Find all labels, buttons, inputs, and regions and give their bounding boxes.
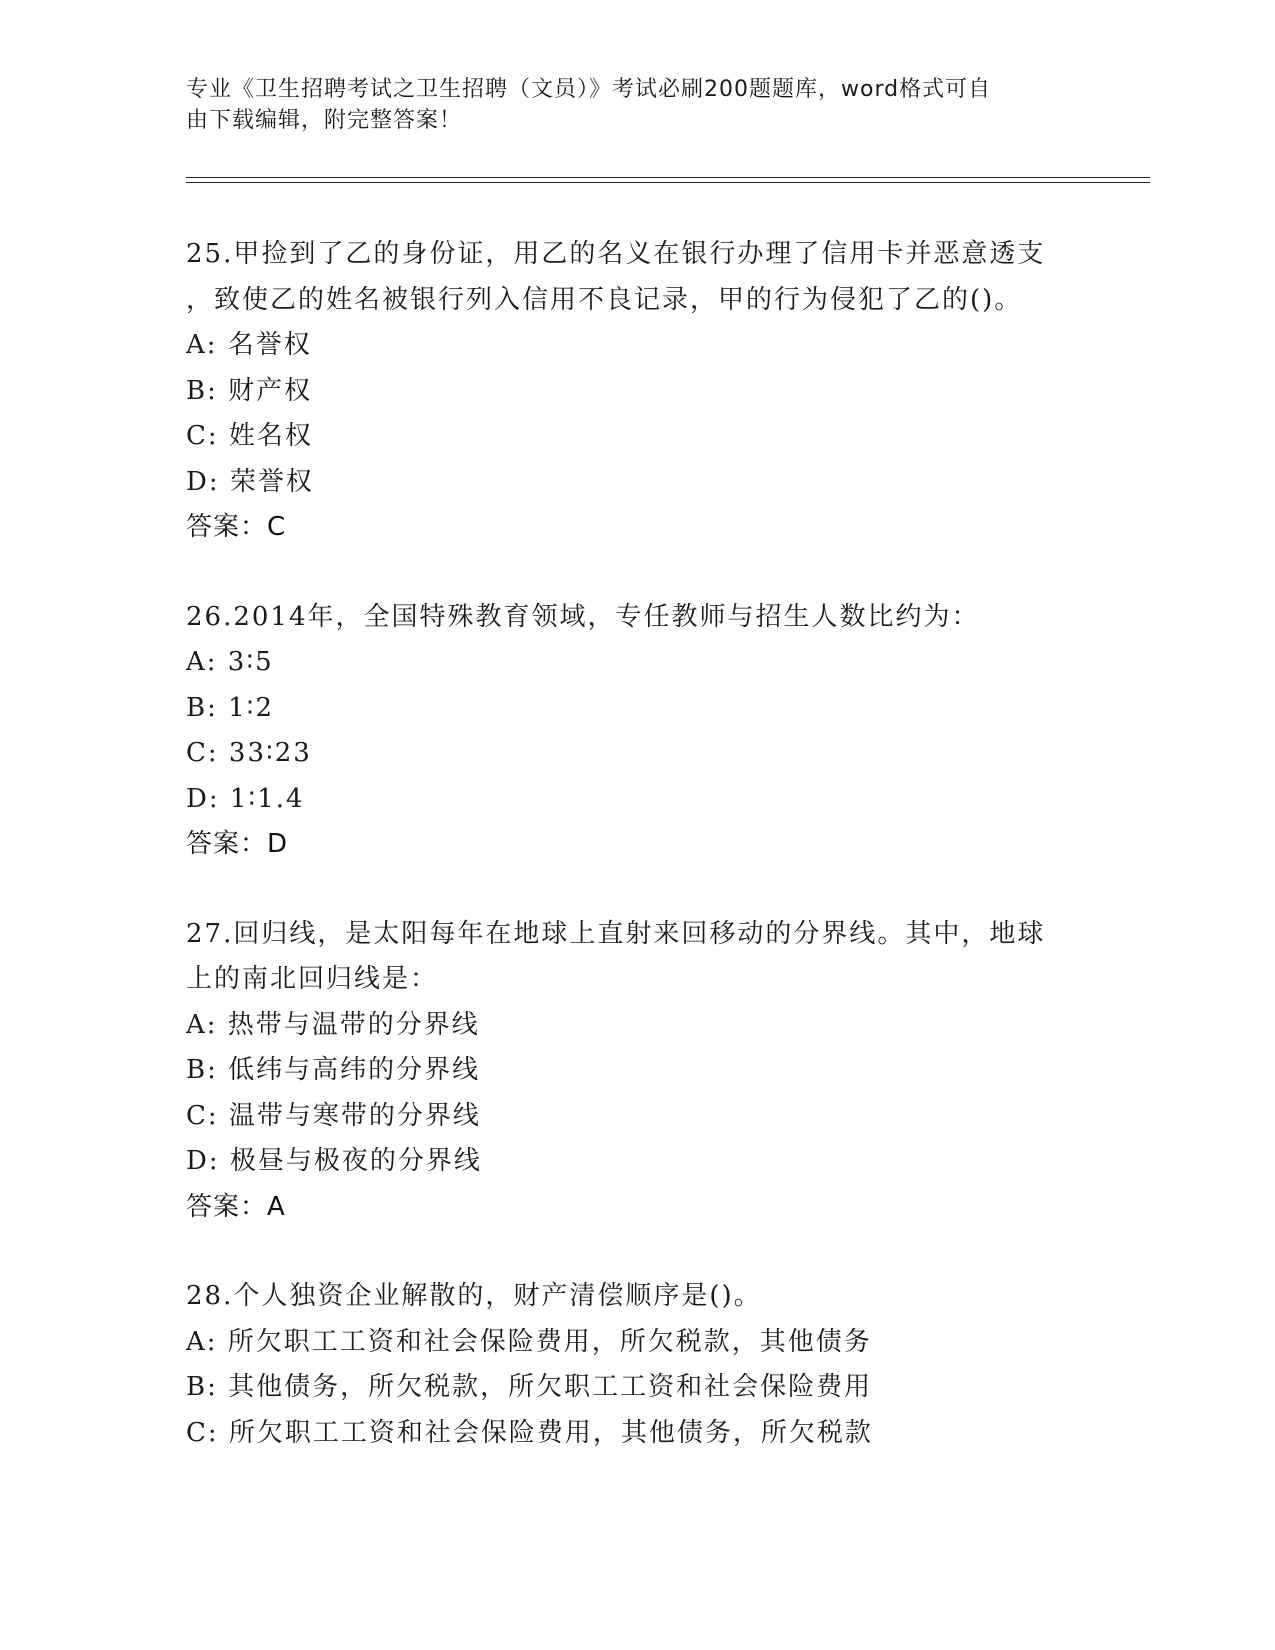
question-25 (186, 232, 1086, 551)
option-b: B: 低纬与高纬的分界线 (186, 1055, 481, 1085)
option-a: A: 所欠职工工资和社会保险费用，所欠税款，其他债务 (186, 1326, 872, 1357)
question-stem: 26.2014年，全国特殊教育领域，专任教师与招生人数比约为： (186, 601, 980, 632)
header-divider-bottom (186, 182, 1150, 183)
option-d: D: 1∶1.4 (186, 783, 305, 814)
question-27 (186, 912, 1086, 1231)
option-d: D: 荣誉权 (186, 466, 314, 497)
header-divider-top (186, 177, 1150, 178)
option-c: C: 温带与寒带的分界线 (186, 1100, 481, 1131)
option-b: B: 1∶2 (186, 692, 274, 723)
header-line-2: 由下载编辑，附完整答案！ (186, 108, 463, 133)
option-a: A: 名誉权 (186, 330, 312, 360)
question-list (186, 232, 1086, 1500)
option-b: B: 其他债务，所欠税款，所欠职工工资和社会保险费用 (186, 1372, 873, 1402)
question-28 (186, 1274, 1086, 1456)
question-stem: 28.个人独资企业解散的，财产清偿顺序是()。 (186, 1281, 762, 1311)
option-a: A: 3∶5 (186, 647, 274, 677)
question-stem: ，致使乙的姓名被银行列入信用不良记录，甲的行为侵犯了乙的()。 (186, 284, 1023, 315)
question-26 (186, 595, 1086, 868)
option-c: C: 33∶23 (186, 738, 312, 768)
option-a: A: 热带与温带的分界线 (186, 1009, 480, 1040)
option-d: D: 极昼与极夜的分界线 (186, 1146, 482, 1176)
header-line-1: 专业《卫生招聘考试之卫生招聘（文员）》考试必刷200题题库，word格式可自 (186, 77, 992, 102)
option-b: B: 财产权 (186, 375, 313, 406)
answer-line: 答案：C (186, 512, 287, 542)
option-c: C: 姓名权 (186, 421, 313, 451)
option-c: C: 所欠职工工资和社会保险费用，其他债务，所欠税款 (186, 1417, 873, 1448)
question-stem: 25.甲捡到了乙的身份证，用乙的名义在银行办理了信用卡并恶意透支 (186, 239, 1046, 269)
answer-line: 答案：D (186, 829, 289, 859)
question-stem: 上的南北回归线是： (186, 964, 439, 994)
question-stem: 27.回归线，是太阳每年在地球上直射来回移动的分界线。其中，地球 (186, 918, 1046, 949)
answer-line: 答案：A (186, 1191, 286, 1222)
document-header (186, 74, 1066, 136)
